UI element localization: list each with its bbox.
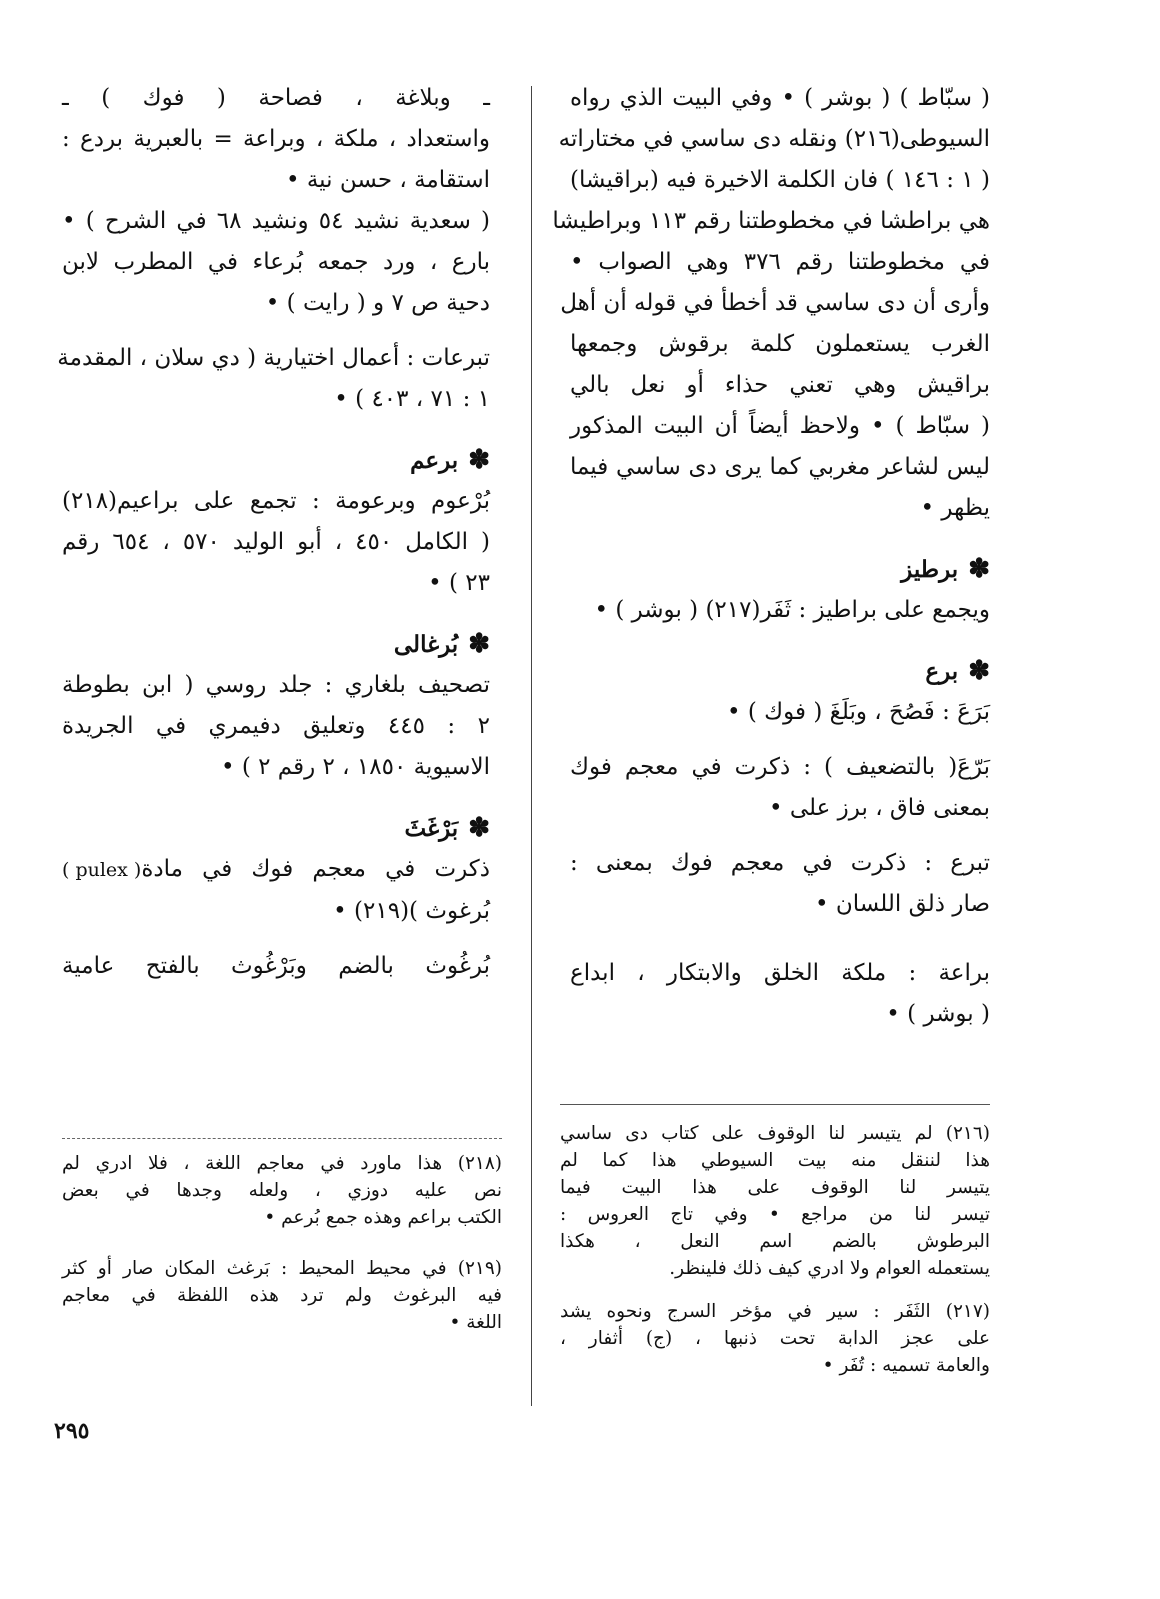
entry-headword: ✽بُرغالى (62, 624, 490, 665)
entry-headword: ✽برعم (62, 440, 490, 481)
latin-term: ( pulex ) (62, 859, 142, 881)
footnote-line: (٢١٧) الثَفَر : سير في مؤخر السرج ونحوه يشد (560, 1301, 990, 1322)
entry-headword: ✽برطيز (570, 549, 990, 590)
text-line: ليس لشاعر مغربي كما يرى دى ساسي فيما (570, 454, 990, 480)
text-line: هي براطشا في مخطوطتنا رقم ١١٣ وبراطيشا (552, 208, 990, 234)
text-line: دحية ص ٧ و ( رايت ) • (265, 290, 490, 316)
text-line: بارع ، ورد جمعه بُرعاء في المطرب لابن (62, 249, 490, 275)
text-line: براقيش وهي تعني حذاء أو نعل بالي (570, 372, 990, 398)
asterisk-icon: ✽ (968, 656, 990, 686)
text-line: ويجمع على براطيز : ثَفَر(٢١٧) ( بوشر ) • (594, 597, 990, 623)
asterisk-icon: ✽ (468, 629, 490, 659)
asterisk-icon: ✽ (468, 813, 490, 843)
entry-bartiz (570, 549, 990, 631)
text-line: ـ وبلاغة ، فصاحة ( فوك ) ـ (62, 85, 490, 111)
text-line: في مخطوطتنا رقم ٣٧٦ وهي الصواب • (570, 249, 990, 275)
text-line: بُرغُوث بالضم وبَرْغُوث بالفتح عامية (62, 953, 490, 979)
footnote-line: (٢١٩) في محيط المحيط : بَرغث المكان صار أو كثر (62, 1258, 502, 1279)
footnote-line: اللغة • (449, 1312, 502, 1333)
text-line: بُرْعوم وبرعومة : تجمع على براعيم(٢١٨) (62, 488, 490, 514)
footnote-line: (٢١٦) لم يتيسر لنا الوقوف على كتاب دى ساسي (560, 1123, 990, 1144)
text-line: براعة : ملكة الخلق والابتكار ، ابداع (570, 960, 990, 986)
intro-paragraph (552, 78, 991, 529)
text-line: ذكرت في معجم فوك في مادة( pulex ) (62, 849, 490, 891)
text-line: ( بوشر ) • (886, 1001, 990, 1027)
continuation-paragraph (57, 78, 491, 420)
footnote-rule-right (560, 1104, 990, 1105)
footnote-line: (٢١٨) هذا ماورد في معاجم اللغة ، فلا ادري لم (62, 1153, 502, 1174)
asterisk-icon: ✽ (968, 554, 990, 584)
footnote-line: على عجز الدابة تحت ذنبها ، (ج) أثفار ، (560, 1328, 990, 1349)
entry-bara (570, 651, 990, 1035)
text-line: ( سعدية نشيد ٥٤ ونشيد ٦٨ في الشرح ) • (62, 208, 491, 234)
page-number: ٢٩٥ (54, 1418, 90, 1444)
asterisk-icon: ✽ (468, 445, 490, 475)
text-line: ( سبّاط ) ( بوشر ) • وفي البيت الذي رواه (570, 85, 990, 111)
footnote-rule-left (62, 1138, 502, 1140)
footnote-217 (560, 1298, 990, 1379)
footnote-line: والعامة تسميه : تُفَر • (822, 1355, 990, 1376)
text-line: ( سبّاط ) • ولاحظ أيضاً أن البيت المذكور (570, 413, 990, 439)
footnote-line: فيه البرغوث ولم ترد هذه اللفظة في معاجم (62, 1285, 502, 1306)
footnote-line: تيسر لنا من مراجع • وفي تاج العروس : (560, 1204, 990, 1225)
entry-burghali (62, 624, 490, 788)
text-line: ٢٣ ) • (428, 570, 490, 596)
footnote-218 (62, 1150, 502, 1231)
footnote-219 (62, 1255, 502, 1336)
footnote-line: نص عليه دوزي ، ولعله وجدها في بعض (62, 1180, 502, 1201)
text-line: بُرغوث )(٢١٩) • (333, 898, 490, 924)
footnote-line: يستعمله العوام ولا ادري كيف ذلك فلينظر. (669, 1258, 990, 1279)
text-line: وأرى أن دى ساسي قد أخطأ في قوله أن أهل (560, 290, 990, 316)
footnote-line: هذا لننقل منه بيت السيوطي هذا كما لم (560, 1150, 990, 1171)
footnote-line: الكتب براعم وهذه جمع بُرعم • (264, 1207, 502, 1228)
text-line: بمعنى فاق ، برز على • (768, 795, 990, 821)
text-line: استقامة ، حسن نية • (285, 167, 490, 193)
footnote-line: يتيسر لنا الوقوف على هذا البيت فيما (560, 1177, 990, 1198)
column-divider (531, 86, 532, 1406)
entry-barghath (62, 808, 490, 987)
text-line: تبرعات : أعمال اختيارية ( دي سلان ، المقدمة (57, 345, 490, 371)
entry-headword: ✽بَرْغَثَ (62, 808, 490, 849)
text-line: ( ١ : ١٤٦ ) فان الكلمة الاخيرة فيه (براقيشا) (570, 167, 991, 193)
text-line: بَرّعَ( بالتضعيف ) : ذكرت في معجم فوك (570, 754, 990, 780)
text-line: ٢ : ٤٤٥ وتعليق دفيمري في الجريدة (62, 713, 490, 739)
text-line: بَرَعَ : فَصُحَ ، وبَلَغَ ( فوك ) • (727, 699, 990, 725)
footnotes-left (62, 1150, 502, 1352)
text-line: الغرب يستعملون كلمة برقوش وجمعها (570, 331, 990, 357)
entry-barama (62, 440, 490, 604)
text-line: واستعداد ، ملكة ، وبراعة = بالعبرية بردع : (62, 126, 490, 152)
text-line: ١ : ٧١ ، ٤٠٣ ) • (334, 386, 490, 412)
text-line: يظهر • (920, 495, 990, 521)
text-line: السيوطى(٢١٦) ونقله دى ساسي في مختاراته (558, 126, 990, 152)
text-line: صار ذلق اللسان • (814, 891, 990, 917)
right-column (552, 78, 991, 1055)
footnote-216 (560, 1120, 990, 1282)
text-line: ( الكامل ٤٥٠ ، أبو الوليد ٥٧٠ ، ٦٥٤ رقم (62, 529, 490, 555)
text-line: تبرع : ذكرت في معجم فوك بمعنى : (570, 850, 990, 876)
text-line: الاسيوية ١٨٥٠ ، ٢ رقم ٢ ) • (220, 754, 490, 780)
text-line: تصحيف بلغاري : جلد روسي ( ابن بطوطة (62, 672, 490, 698)
footnotes-right (560, 1120, 990, 1395)
footnote-line: البرطوش بالضم اسم النعل ، هكذا (560, 1231, 990, 1252)
left-column (57, 78, 491, 1007)
entry-headword: ✽برع (570, 651, 990, 692)
